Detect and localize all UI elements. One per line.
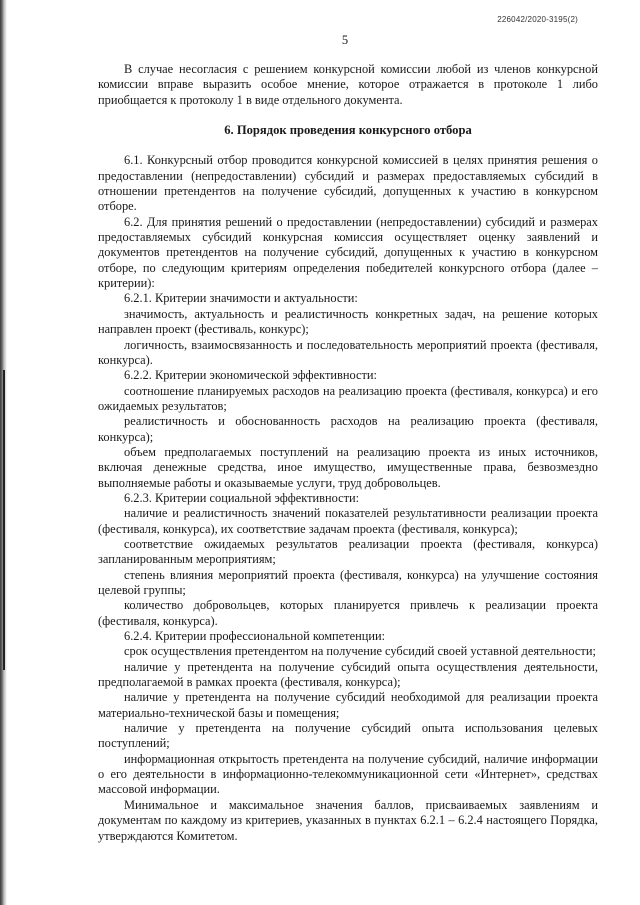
criterion-item: информационная открытость претендента на получение субсидий, наличие информации о его деятельности в информационно-телекоммуникационной сети «Интернет», средствах массовой информации. (98, 751, 598, 797)
paragraph-6-2-3: 6.2.3. Критерии социальной эффективности: (124, 490, 360, 505)
criterion-item: соответствие ожидаемых результатов реализации проекта (фестиваля, конкурса) запланированным мероприятиям; (98, 536, 598, 567)
criterion-item: количество добровольцев, которых планируется привлечь к реализации проекта (фестиваля, конкурса). (98, 598, 598, 628)
paragraph-dissent: В случае несогласия с решением конкурсной комиссии любой из членов конкурсной комиссии вправе выразить особое мнение, которое отражается в протоколе 1 либо приобщается к протоколу 1 в виде отдельного документа. (98, 62, 598, 107)
section-title: 6. Порядок проведения конкурсного отбора (224, 123, 472, 138)
paragraph-6-2: 6.2. Для принятия решений о предоставлении (непредоставлении) субсидий и размерах предоставляемых субсидий конкурсная комиссия осуществляет оценку заявлений и документов претендентов на получение субсидий, допущенных к участию в конкурсном отборе, по следующим критериям определения победителей конкурсного отбора (далее – критерии): (98, 214, 598, 291)
criterion-item: наличие у претендента на получение субсидий необходимой для реализации проекта материально-технической базы и помещения; (98, 690, 598, 720)
paragraph-6-2-2: 6.2.2. Критерии экономической эффективности: (124, 368, 377, 383)
criterion-item: наличие и реалистичность значений показателей результативности реализации проекта (фестиваля, конкурса), их соответствие задачам проекта (фестиваля, конкурса); (98, 506, 598, 536)
paragraph-6-2-1: 6.2.1. Критерии значимости и актуальности: (124, 291, 358, 306)
criterion-item: логичность, взаимосвязанность и последовательность мероприятий проекта (фестиваля, конкурса). (98, 337, 598, 367)
criterion-item: соотношение планируемых расходов на реализацию проекта (фестиваля, конкурса) и его ожидаемых результатов; (98, 383, 598, 413)
document-registration-number: 226042/2020-3195(2) (497, 15, 578, 24)
page-number: 5 (341, 33, 349, 47)
scan-edge-line (3, 370, 5, 670)
criterion-item: наличие у претендента на получение субсидий опыта использования целевых поступлений; (98, 721, 598, 751)
criterion-item: значимость, актуальность и реалистичность конкретных задач, на решение которых направлен проект (фестиваль, конкурс); (98, 306, 598, 337)
criterion-item: срок осуществления претендентом на получение субсидий своей уставной деятельности; (124, 644, 596, 659)
document-body (98, 62, 598, 844)
paragraph-final: Минимальное и максимальное значения баллов, присваиваемых заявлениям и документам по каждому из критериев, указанных в пунктах 6.2.1 – 6.2.4 настоящего Порядка, утверждаются Комитетом. (98, 797, 598, 843)
paragraph-6-1: 6.1. Конкурсный отбор проводится конкурсной комиссией в целях принятия решения о предоставлении (непредоставлении) субсидий и размерах предоставляемых субсидий в отношении претендентов на получение субсидий, допущенных к участию в конкурсном отборе. (98, 153, 598, 214)
paragraph-6-2-4: 6.2.4. Критерии профессиональной компетенции: (124, 629, 386, 644)
criterion-item: реалистичность и обоснованность расходов на реализацию проекта (фестиваля, конкурса); (98, 414, 598, 444)
criterion-item: степень влияния мероприятий проекта (фестиваля, конкурса) на улучшение состояния целевой группы; (98, 567, 598, 597)
criterion-item: объем предполагаемых поступлений на реализацию проекта из иных источников, включая денежные средства, иное имущество, имущественные права, безвозмездно выполняемые работы и оказываемые услуги, труд добровольцев. (98, 444, 598, 490)
criterion-item: наличие у претендента на получение субсидий опыта осуществления деятельности, предполагаемой в рамках проекта (фестиваля, конкурса); (98, 659, 598, 690)
